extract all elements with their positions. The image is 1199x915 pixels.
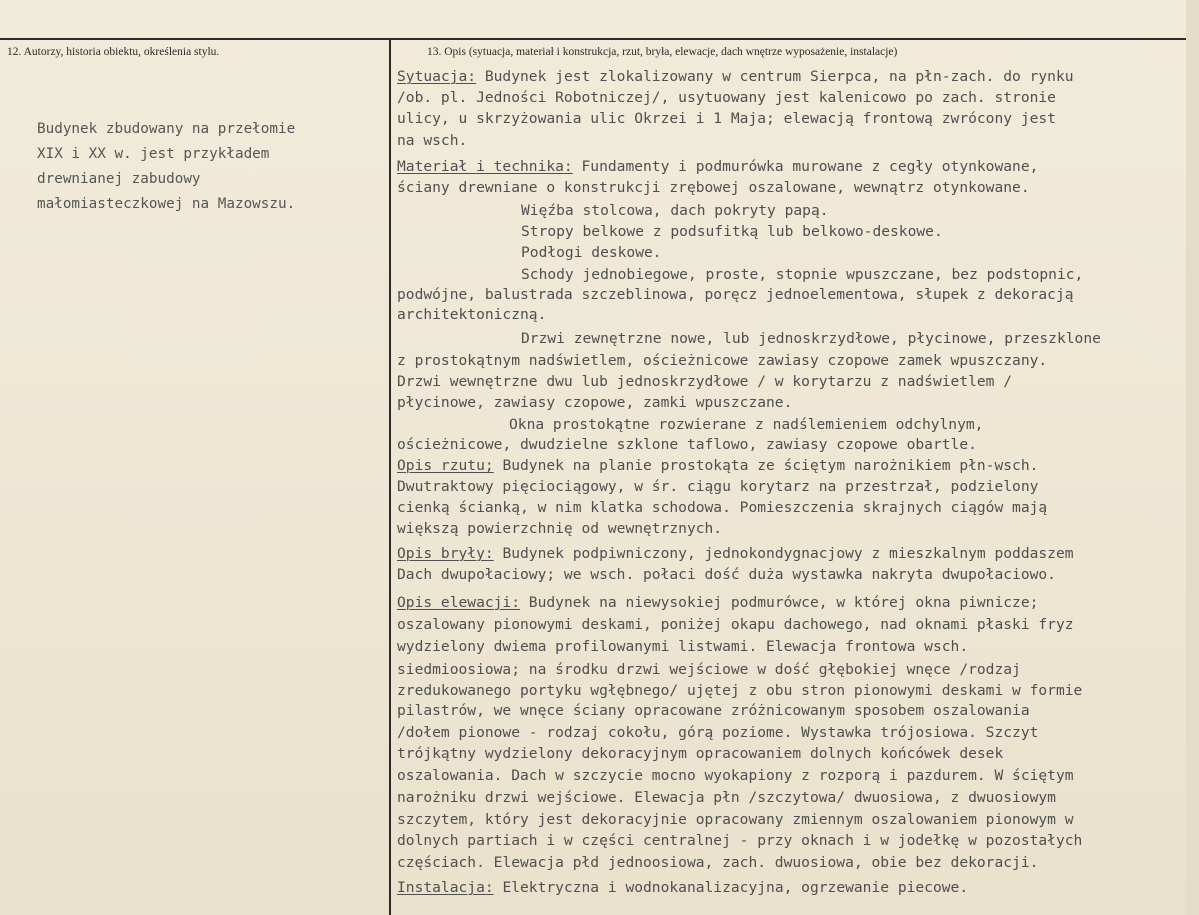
page-edge — [1186, 0, 1199, 915]
description-line: Materiał i technika: Fundamenty i podmurówka murowane z cegły otynkowane, — [397, 158, 1039, 175]
description-line: Sytuacja: Budynek jest zlokalizowany w centrum Sierpca, na płn-zach. do rynku — [397, 68, 1074, 85]
description-line: Opis bryły: Budynek podpiwniczony, jednokondygnacjowy z mieszkalnym poddaszem — [397, 545, 1074, 562]
description-line: oszalowany pionowymi deskami, poniżej okapu dachowego, nad oknami płaski fryz — [397, 616, 1074, 633]
description-line: cienką ścianką, w nim klatka schodowa. Pomieszczenia skrajnych ciągów mają — [397, 499, 1048, 516]
top-divider — [0, 38, 1199, 40]
history-line: małomiasteczkowej na Mazowszu. — [37, 196, 296, 212]
description-line: Opis elewacji: Budynek na niewysokiej podmurówce, w której okna piwnicze; — [397, 594, 1039, 611]
description-line: /dołem pionowe - rodzaj cokołu, górą poziome. Wystawka trójosiowa. Szczyt — [397, 724, 1039, 741]
description-line: trójkątny wydzielony dekoracyjnym opracowaniem dolnych końcówek desek — [397, 745, 1004, 762]
history-text — [37, 117, 377, 217]
history-line: Budynek zbudowany na przełomie — [37, 121, 296, 137]
description-line: Dwutraktowy pięciociągowy, w śr. ciągu korytarz na przestrzał, podzielony — [397, 478, 1039, 495]
description-line: Drzwi zewnętrzne nowe, lub jednoskrzydłowe, płycinowe, przeszklone — [521, 330, 1101, 347]
description-line: Dach dwupołaciowy; we wsch. połaci dość duża wystawka nakryta dwupołaciowo. — [397, 566, 1056, 583]
description-line: siedmioosiowa; na środku drzwi wejściowe w dość głębokiej wnęce /rodzaj — [397, 661, 1021, 678]
history-line: XIX i XX w. jest przykładem — [37, 146, 270, 162]
description-line: ściany drewniane o konstrukcji zrębowej oszalowane, wewnątrz otynkowane. — [397, 179, 1030, 196]
description-line: Więźba stolcowa, dach pokryty papą. — [521, 202, 829, 219]
header-authors: 12. Autorzy, historia obiektu, określenia stylu. — [7, 46, 220, 58]
description-line: ościeżnicowe, dwudzielne szklone taflowo, zawiasy czopowe obartle. — [397, 436, 977, 453]
description-line: Stropy belkowe z podsufitką lub belkowo-deskowe. — [521, 223, 943, 240]
description-line: Opis rzutu; Budynek na planie prostokąta ze ściętym narożnikiem płn-wsch. — [397, 457, 1039, 474]
description-line: Okna prostokątne rozwierane z nadślemieniem odchylnym, — [509, 416, 984, 433]
description-line: podwójne, balustrada szczeblinowa, poręcz jednoelementowa, słupek z dekoracją — [397, 286, 1074, 303]
description-line: z prostokątnym nadświetlem, ościeżnicowe zawiasy czopowe zamek wpuszczany. — [397, 352, 1048, 369]
description-line: wydzielony dwiema profilowanymi listwami. Elewacja frontowa wsch. — [397, 638, 969, 655]
section-label-rzut: Opis rzutu; — [397, 457, 494, 474]
description-line: Drzwi wewnętrzne dwu lub jednoskrzydłowe / w korytarzu z nadświetlem / — [397, 373, 1013, 390]
description-line: Instalacja: Elektryczna i wodnokanalizacyjna, ogrzewanie piecowe. — [397, 879, 969, 896]
description-line: pilastrów, we wnęce ściany opracowane zróżnicowanym sposobem oszalowania — [397, 702, 1030, 719]
description-line: dolnych partiach i w części centralnej - przy oknach i w jodełkę w pozostałych — [397, 832, 1083, 849]
description-line: narożniku drzwi wejściowe. Elewacja płn /szczytowa/ dwuosiowa, z dwuosiowym — [397, 789, 1056, 806]
column-divider — [389, 40, 391, 915]
description-line: /ob. pl. Jedności Robotniczej/, usytuowany jest kalenicowo po zach. stronie — [397, 89, 1056, 106]
description-line: płycinowe, zawiasy czopowe, zamki wpuszczane. — [397, 394, 793, 411]
description-line: architektoniczną. — [397, 306, 547, 323]
section-label-elewacje: Opis elewacji: — [397, 594, 521, 611]
section-label-instalacja: Instalacja: — [397, 879, 494, 896]
section-label-sytuacja: Sytuacja: — [397, 68, 477, 85]
header-description: 13. Opis (sytuacja, materiał i konstrukcja, rzut, bryła, elewacje, dach wnętrze wyposażenie, instalacje) — [427, 46, 898, 58]
section-label-material: Materiał i technika: — [397, 158, 573, 175]
description-line: częściach. Elewacja płd jednoosiowa, zach. dwuosiowa, obie bez dekoracji. — [397, 854, 1039, 871]
description-line: oszalowania. Dach w szczycie mocno wyokapiony z rozporą i pazdurem. W ściętym — [397, 767, 1074, 784]
history-line: drewnianej zabudowy — [37, 171, 201, 187]
description-line: zredukowanego portyku wgłębnego/ ujętej z obu stron pionowymi deskami w formie — [397, 682, 1083, 699]
description-line: Podłogi deskowe. — [521, 244, 662, 261]
section-label-bryla: Opis bryły: — [397, 545, 494, 562]
description-line: większą powierzchnię od wewnętrznych. — [397, 520, 723, 537]
description-line: ulicy, u skrzyżowania ulic Okrzei i 1 Maja; elewacją frontową zwrócony jest — [397, 110, 1056, 127]
description-line: na wsch. — [397, 132, 468, 149]
description-line: Schody jednobiegowe, proste, stopnie wpuszczane, bez podstopnic, — [521, 266, 1084, 283]
description-line: szczytem, który jest dekoracyjnie opracowany zmiennym oszalowaniem pionowym w — [397, 811, 1074, 828]
